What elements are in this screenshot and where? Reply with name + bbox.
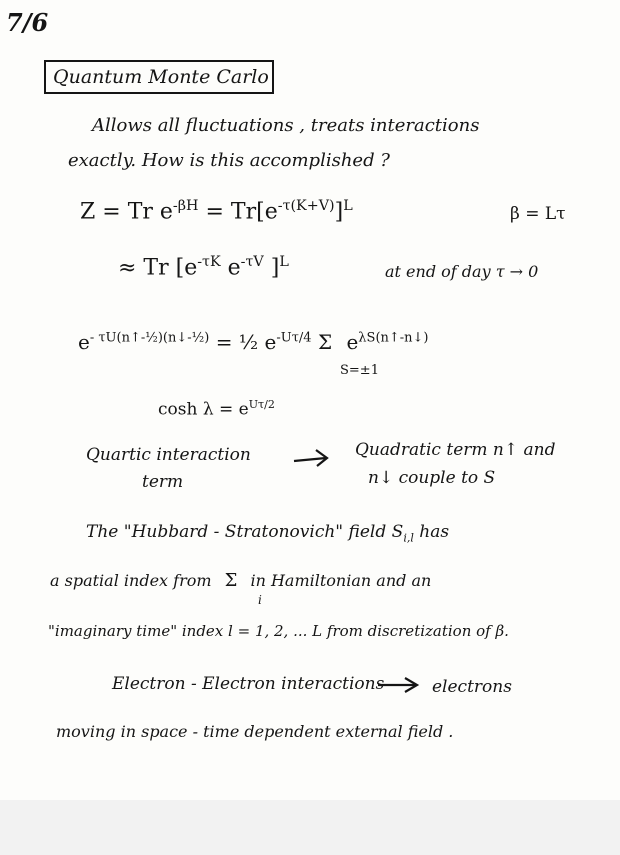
eq2-exponent-2: -τV: [240, 254, 264, 270]
quartic-line-1: Quartic interaction: [86, 445, 251, 465]
arrow-interactions-to-electrons: [378, 678, 417, 692]
eq2-exponent-1: -τK: [197, 254, 221, 270]
eq3-equals-exponent: -Uτ/4: [276, 330, 312, 346]
sum-symbol: Σ: [317, 330, 333, 354]
eq4-left: cosh λ = e: [158, 399, 249, 420]
eq4-exponent: Uτ/2: [248, 398, 275, 411]
quadratic-line-2: n↓ couple to S: [368, 468, 496, 488]
eq2-approx: ≈ Tr [e: [118, 255, 198, 281]
hs-field-subscript: i,l: [403, 531, 414, 545]
eq3-right-exponent: λS(n↑-n↓): [358, 330, 429, 346]
eq3-equals: = ½ e: [215, 330, 277, 354]
eq1-right: = Tr[e: [205, 199, 278, 225]
eq1-right-exponent: -τ(K+V): [277, 198, 335, 214]
eq2-end-exponent: L: [279, 254, 289, 270]
eq3-left-exponent: - τU(n↑-½)(n↓-½): [89, 330, 210, 346]
scan-bottom-band: [0, 800, 620, 855]
page-number: 7/6: [6, 8, 49, 37]
hs-line-2-b: in Hamiltonian and an: [250, 571, 432, 590]
eq3-left: e: [78, 330, 90, 354]
hs-sum-index: i: [258, 593, 262, 607]
hs-line-1-a: The "Hubbard - Stratonovich" field S: [86, 522, 404, 542]
ee-line-1: Electron - Electron interactions: [112, 674, 385, 694]
eq3-right: e: [346, 330, 359, 354]
eq1-right-end: ]: [334, 199, 344, 225]
intro-line-1: Allows all fluctuations , treats interactions: [92, 115, 480, 136]
eq2-mid: e: [220, 255, 241, 281]
eq1-left-exponent: -βH: [172, 198, 199, 214]
arrow-quartic-to-quadratic: [294, 450, 327, 466]
eq2-end: ]: [263, 255, 280, 281]
sum-index: S=±1: [340, 363, 379, 378]
eq1-right-end-exponent: L: [343, 198, 353, 214]
hs-line-3: "imaginary time" index l = 1, 2, ... L from discretization of β.: [48, 622, 509, 640]
beta-definition: β = Lτ: [510, 204, 566, 224]
ee-line-1-end: electrons: [432, 677, 512, 697]
quartic-line-2: term: [142, 472, 184, 492]
hs-sum-symbol: Σ: [224, 570, 238, 591]
hs-line-1-b: has: [413, 522, 450, 542]
hs-line-2-a: a spatial index from: [50, 571, 212, 590]
quadratic-line-1: Quadratic term n↑ and: [355, 440, 556, 460]
ee-line-2: moving in space - time dependent external field .: [56, 722, 454, 741]
trotter-note: at end of day τ → 0: [385, 262, 539, 281]
page-title: Quantum Monte Carlo: [53, 66, 269, 88]
eq1-left: Z = Tr e: [80, 199, 173, 225]
intro-line-2: exactly. How is this accomplished ?: [68, 150, 390, 171]
